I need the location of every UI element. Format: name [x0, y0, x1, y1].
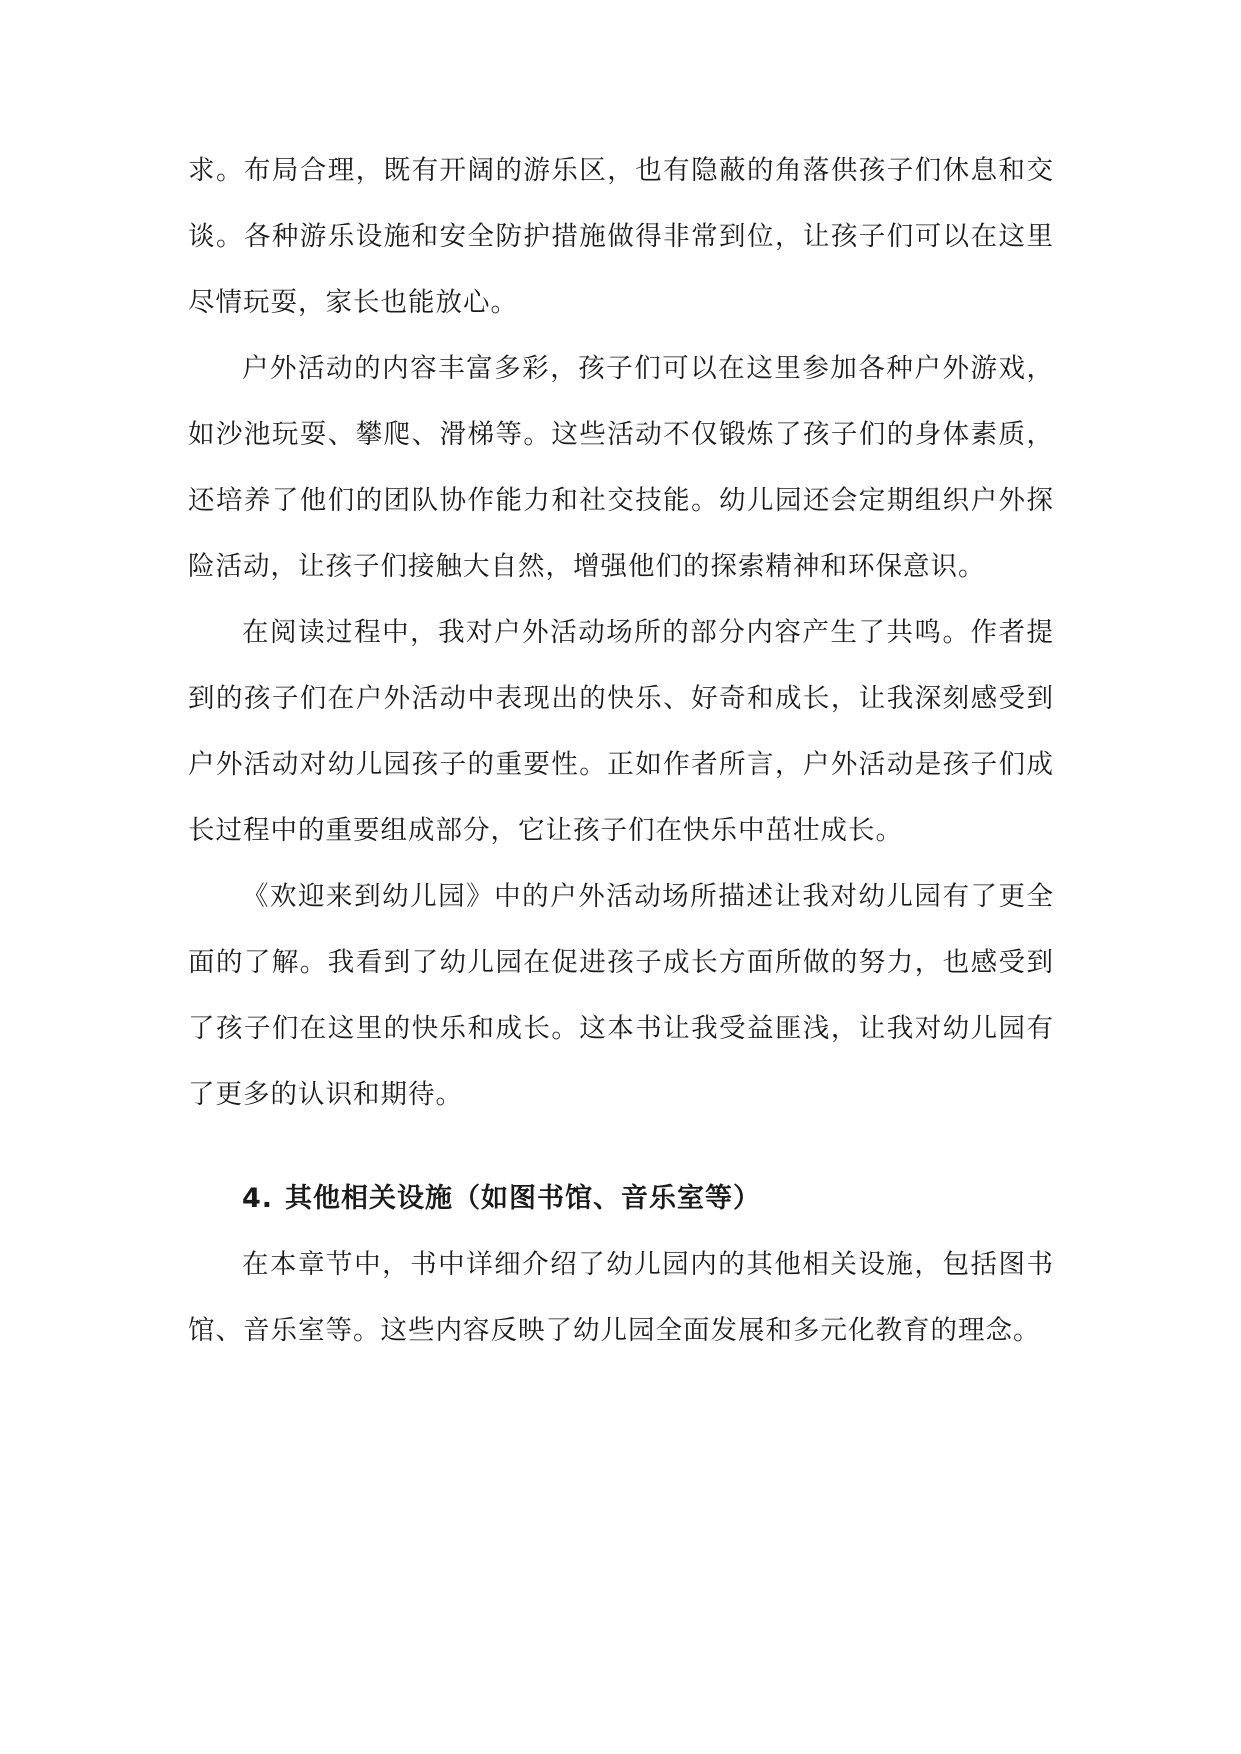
section-number: 4. [242, 1183, 274, 1214]
paragraph-other-facilities: 在本章节中，书中详细介绍了幼儿园内的其他相关设施，包括图书馆、音乐室等。这些内容反映了幼儿园全面发展和多元化教育的理念。 [188, 1249, 1054, 1346]
section-heading [188, 1166, 1054, 1232]
section-title: 其他相关设施（如图书馆、音乐室等） [285, 1183, 762, 1214]
page-content [188, 138, 1054, 1364]
paragraph-outdoor-activities: 户外活动的内容丰富多彩，孩子们可以在这里参加各种户外游戏，如沙池玩耍、攀爬、滑梯等。这些活动不仅锻炼了孩子们的身体素质，还培养了他们的团队协作能力和社交技能。幼儿园还会定期组织户外探险活动，让孩子们接触大自然，增强他们的探索精神和环保意识。 [188, 353, 1054, 582]
paragraph-book-summary: 《欢迎来到幼儿园》中的户外活动场所描述让我对幼儿园有了更全面的了解。我看到了幼儿园在促进孩子成长方面所做的努力，也感受到了孩子们在这里的快乐和成长。这本书让我受益匪浅，让我对幼儿园有了更多的认识和期待。 [188, 881, 1054, 1110]
paragraph-continued: 求。布局合理，既有开阔的游乐区，也有隐蔽的角落供孩子们休息和交谈。各种游乐设施和安全防护措施做得非常到位，让孩子们可以在这里尽情玩耍，家长也能放心。 [188, 155, 1054, 318]
paragraph-reading-resonance: 在阅读过程中，我对户外活动场所的部分内容产生了共鸣。作者提到的孩子们在户外活动中表现出的快乐、好奇和成长，让我深刻感受到户外活动对幼儿园孩子的重要性。正如作者所言，户外活动是孩子们成长过程中的重要组成部分，它让孩子们在快乐中茁壮成长。 [188, 617, 1054, 846]
